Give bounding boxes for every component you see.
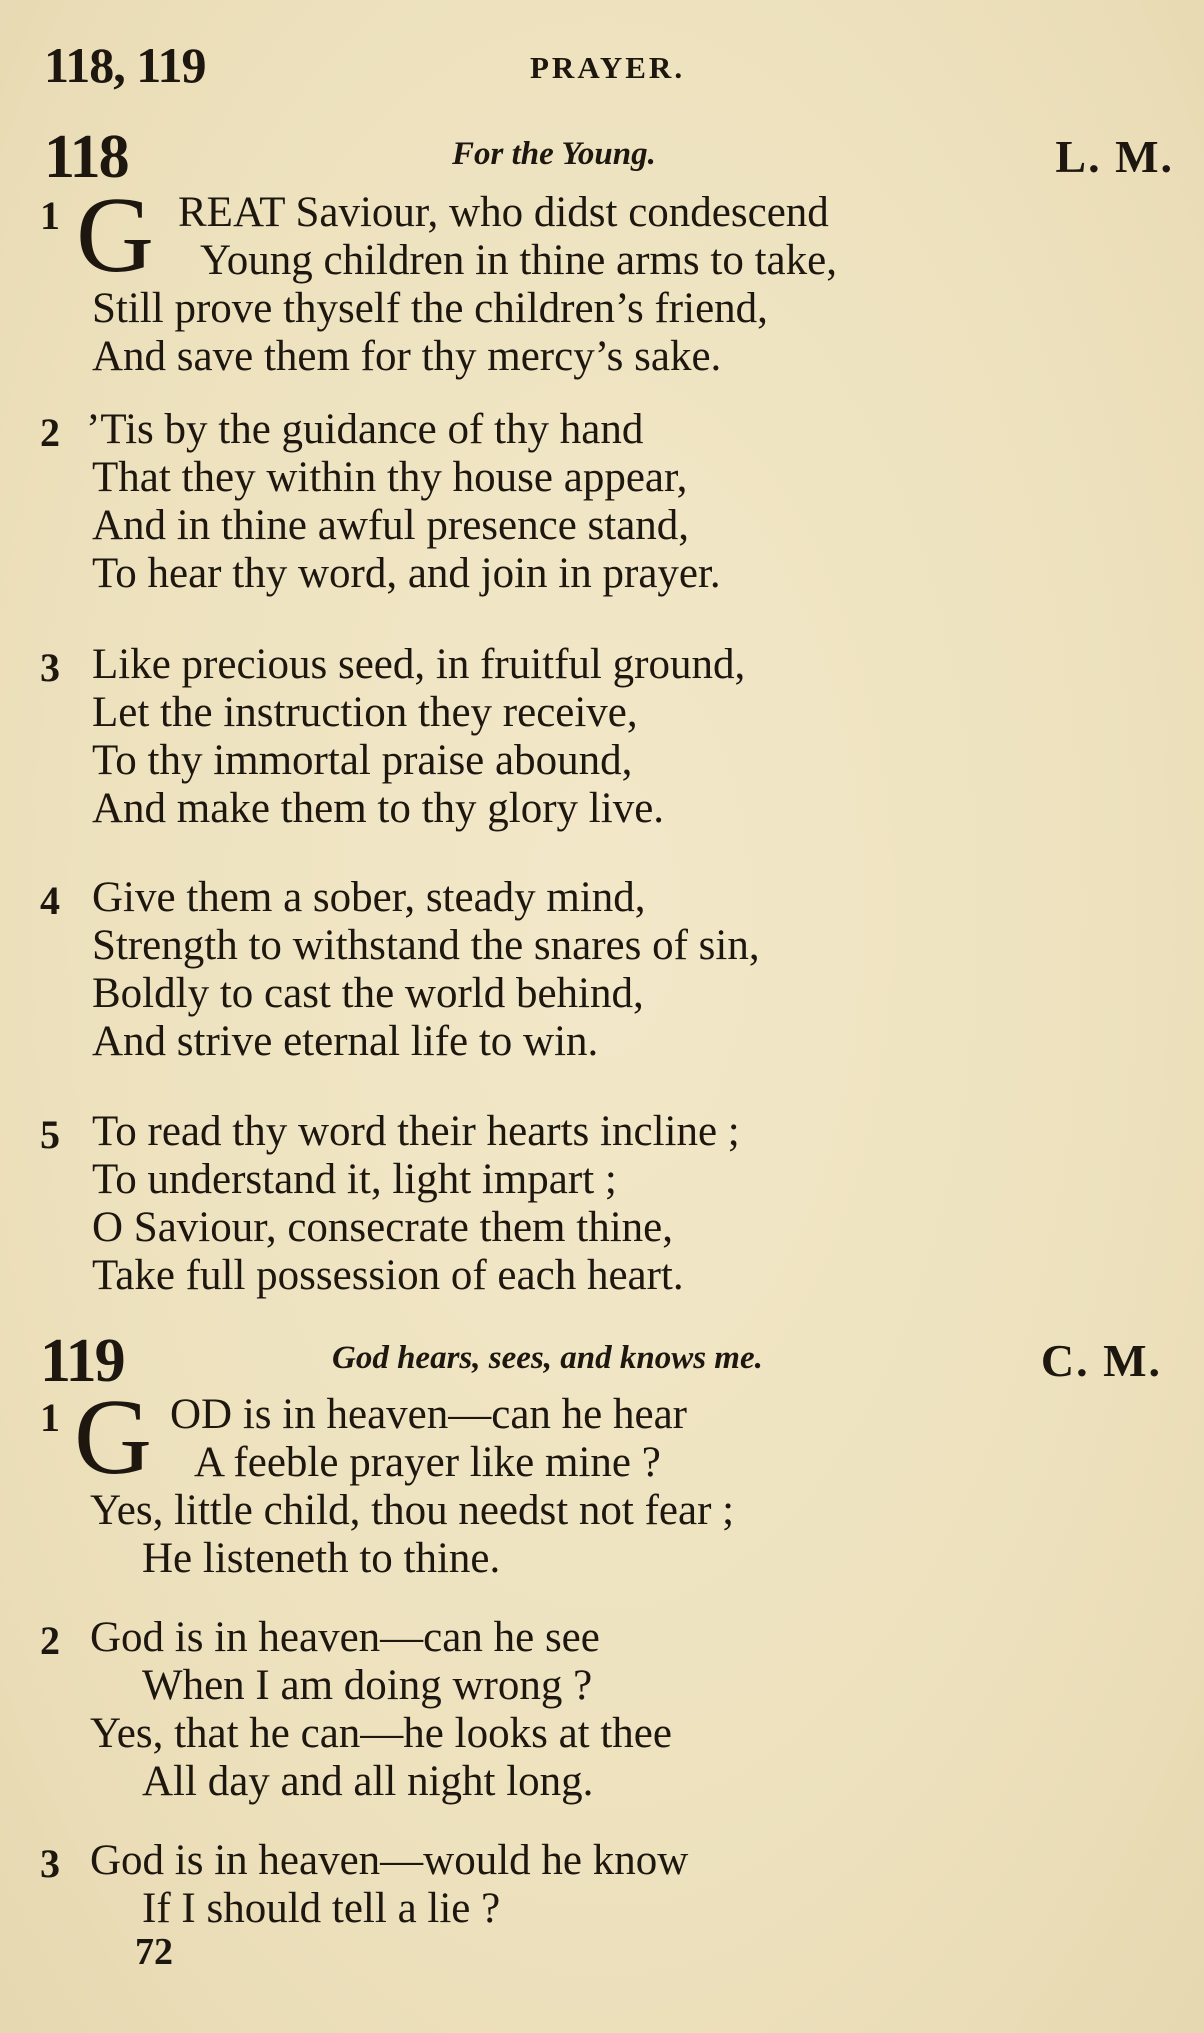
verse-number: 2: [40, 1618, 60, 1663]
stanza-119-2: [40, 1613, 1160, 1813]
verse-number: 1: [40, 1395, 60, 1440]
verse-line: OD is in heaven—can he hear: [170, 1391, 687, 1438]
verse-line: O Saviour, consecrate them thine,: [92, 1204, 673, 1251]
verse-line: Yes, that he can—he looks at thee: [90, 1710, 672, 1757]
verse-line: Boldly to cast the world behind,: [92, 970, 644, 1017]
stanza-119-3: [40, 1836, 1160, 1936]
verse-line: To thy immortal praise abound,: [92, 737, 633, 784]
verse-number: 1: [40, 193, 60, 238]
verse-line: God is in heaven—would he know: [90, 1837, 689, 1884]
verse-line: When I am doing wrong ?: [142, 1662, 593, 1709]
hymn-number: 118: [44, 123, 128, 191]
verse-line: Strength to withstand the snares of sin,: [92, 922, 760, 969]
verse-line: God is in heaven—can he see: [90, 1614, 600, 1661]
verse-line: ’Tis by the guidance of thy hand: [86, 406, 644, 453]
page-hymn-numbers: 118, 119: [44, 37, 206, 93]
verse-line: Let the instruction they receive,: [92, 689, 638, 736]
verse-line: Give them a sober, steady mind,: [92, 874, 646, 921]
verse-line: And make them to thy glory live.: [92, 785, 665, 832]
stanza-118-4: [40, 873, 1160, 1073]
verse-line: To understand it, light impart ;: [92, 1156, 617, 1203]
verse-line: Take full possession of each heart.: [92, 1252, 684, 1299]
verse-number: 3: [40, 645, 60, 690]
verse-line: Still prove thyself the children’s friend,: [92, 285, 768, 332]
verse-line: Young children in thine arms to take,: [200, 237, 837, 284]
hymn-title: For the Young.: [452, 136, 656, 172]
verse-line: If I should tell a lie ?: [142, 1885, 501, 1932]
hymn-119-heading: [40, 1326, 1174, 1396]
verse-line: To read thy word their hearts incline ;: [92, 1108, 740, 1155]
drop-cap: G: [74, 1378, 152, 1497]
verse-line: That they within thy house appear,: [92, 454, 688, 501]
verse-line: And in thine awful presence stand,: [92, 502, 690, 549]
hymn-meter: C. M.: [1040, 1335, 1162, 1386]
verse-line: REAT Saviour, who didst condescend: [178, 189, 829, 236]
verse-line: Like precious seed, in fruitful ground,: [92, 641, 746, 688]
stanza-118-1: [40, 176, 1160, 388]
verse-number: 2: [40, 410, 60, 455]
verse-line: A feeble prayer like mine ?: [194, 1439, 661, 1486]
verse-line: He listeneth to thine.: [142, 1535, 501, 1582]
verse-line: And save them for thy mercy’s sake.: [92, 333, 722, 380]
stanza-118-3: [40, 640, 1160, 840]
verse-number: 5: [40, 1112, 60, 1157]
running-title: PRAYER.: [530, 50, 686, 85]
hymn-118-heading: [44, 122, 1174, 192]
hymn-number: 119: [40, 1327, 124, 1395]
stanza-119-1: [40, 1378, 1160, 1590]
verse-line: All day and all night long.: [142, 1758, 594, 1805]
verse-number: 3: [40, 1841, 60, 1886]
stanza-118-2: [40, 405, 1160, 605]
hymn-title: God hears, sees, and knows me.: [332, 1340, 763, 1376]
hymn-meter: L. M.: [1055, 131, 1174, 182]
verse-number: 4: [40, 878, 60, 923]
stanza-118-5: [40, 1107, 1160, 1307]
drop-cap: G: [76, 176, 154, 295]
running-header: [44, 36, 1174, 96]
page-number: 72: [135, 1931, 173, 1973]
verse-line: To hear thy word, and join in prayer.: [92, 550, 721, 597]
verse-line: And strive eternal life to win.: [92, 1018, 599, 1065]
verse-line: Yes, little child, thou needst not fear ;: [90, 1487, 735, 1534]
